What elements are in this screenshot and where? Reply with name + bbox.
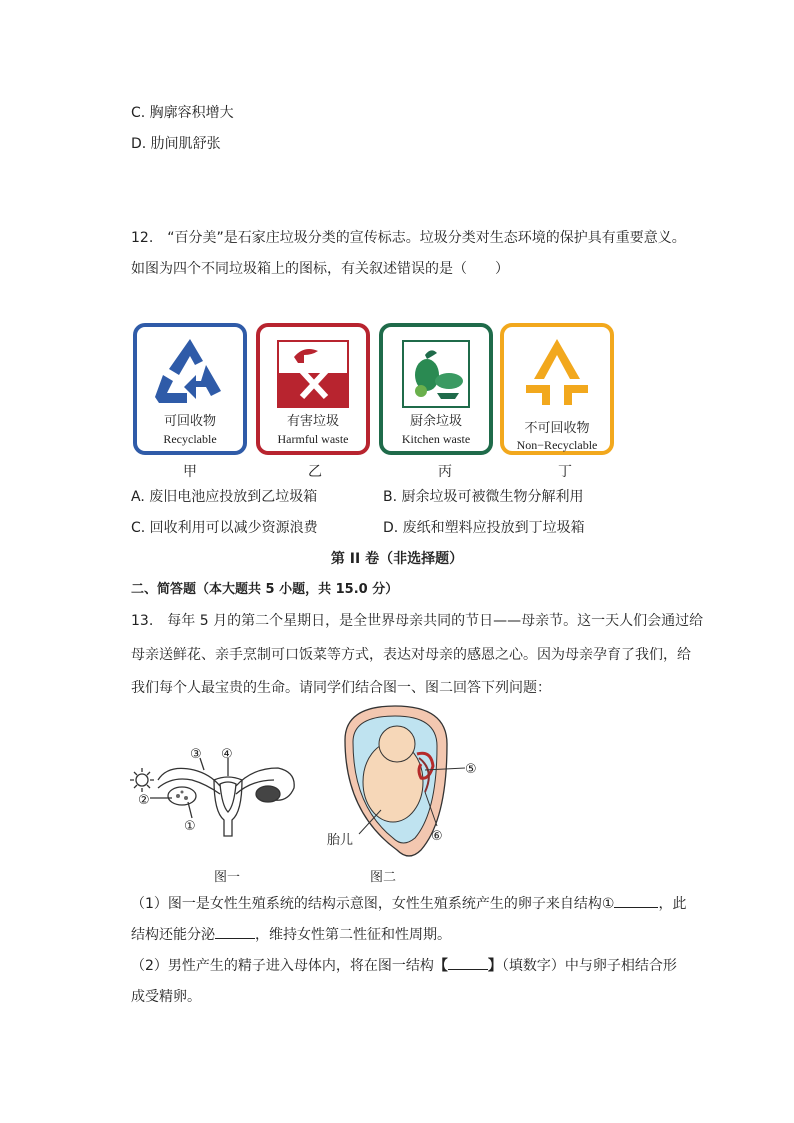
q13-sub2-line1 [131, 956, 677, 976]
fig1-label-3: ③ [190, 747, 202, 762]
q13-sub1-text-a: （1）图一是女性生殖系统的结构示意图，女性生殖系统产生的卵子来自结构① [131, 896, 615, 912]
q11-option-c: C. 胸廓容积增大 [131, 105, 234, 121]
fig2-label-5: ⑤ [465, 762, 477, 777]
figure-1-caption: 图一 [214, 870, 241, 885]
bin-label-cn: 不可回收物 [524, 421, 590, 436]
harmful-waste-icon [274, 335, 352, 413]
answer-blank-1[interactable] [614, 907, 658, 908]
section-title: 第 II 卷（非选择题） [330, 551, 464, 567]
fig1-label-1: ① [184, 819, 196, 834]
q13-sub1-line2 [131, 925, 451, 945]
section-heading: 二、简答题（本大题共 5 小题，共 15.0 分） [131, 582, 399, 597]
q13-sub2-left-bracket: 【 [433, 958, 448, 974]
recyclable-bin-icon [133, 323, 247, 455]
q13-sub1-text-d: ，维持女性第二性征和性周期。 [255, 927, 451, 943]
q12-stem-line2: 如图为四个不同垃圾箱上的图标，有关叙述错误的是（ ） [131, 261, 509, 277]
fig2-label-6: ⑥ [431, 829, 443, 844]
bin-label-en: Non−Recyclable [516, 438, 598, 452]
kitchen-bin-icon [379, 323, 493, 455]
recycle-icon [151, 335, 229, 413]
figure-1-diagram [128, 740, 308, 850]
q13-line2: 母亲送鲜花、亲手烹制可口饭菜等方式，表达对母亲的感恩之心。因为母亲孕育了我们，给 [131, 647, 691, 663]
bin-label-cn: 厨余垃圾 [409, 414, 462, 429]
q13-line3: 我们每个人最宝贵的生命。请同学们结合图一、图二回答下列问题： [131, 680, 551, 696]
bin-label-cn: 可回收物 [163, 414, 216, 429]
non-recyclable-icon [518, 335, 596, 413]
q13-sub2-right-bracket: 】 [487, 958, 502, 974]
fig2-fetus-label: 胎儿 [327, 833, 354, 848]
q12-option-b: B. 厨余垃圾可被微生物分解利用 [383, 489, 584, 505]
bin-label-en: Harmful waste [277, 432, 349, 446]
fig1-label-2: ② [138, 793, 150, 808]
q11-option-d: D. 肋间肌舒张 [131, 136, 221, 152]
figure-2-caption: 图二 [370, 870, 397, 885]
q13-sub2-line2: 成受精卵。 [131, 989, 201, 1005]
bin-tag-bing: 丙 [438, 464, 452, 480]
q12-option-c: C. 回收利用可以减少资源浪费 [131, 520, 318, 536]
bin-label-en: Kitchen waste [401, 432, 471, 446]
q13-sub2-text-b: （填数字）中与卵子相结合形 [501, 958, 677, 974]
bin-label-cn: 有害垃圾 [286, 414, 339, 429]
answer-blank-3[interactable] [448, 969, 488, 970]
q13-sub2-text-a: （2）男性产生的精子进入母体内，将在图一结构 [131, 958, 434, 974]
q13-sub1-line1 [131, 894, 686, 914]
q13-sub1-text-c: 结构还能分泌 [131, 927, 215, 943]
q13-sub1-text-b: ，此 [658, 896, 687, 912]
fig1-label-4: ④ [221, 747, 233, 762]
answer-blank-2[interactable] [215, 938, 255, 939]
bin-label-en: Recyclable [163, 432, 217, 446]
bin-tag-yi: 乙 [308, 464, 322, 480]
harmful-bin-icon [256, 323, 370, 455]
q13-line1: 13. 每年 5 月的第二个星期日，是全世界母亲共同的节日——母亲节。这一天人们会通过给 [131, 613, 704, 629]
bin-tag-jia: 甲 [183, 464, 197, 480]
q12-option-a: A. 废旧电池应投放到乙垃圾箱 [131, 489, 318, 505]
figure-2-diagram [325, 700, 495, 870]
q12-option-d: D. 废纸和塑料应投放到丁垃圾箱 [383, 520, 585, 536]
bin-tag-ding: 丁 [558, 464, 572, 480]
kitchen-waste-icon [397, 335, 475, 413]
non-recyclable-bin-icon [500, 323, 614, 455]
q12-stem-line1: 12. “百分美”是石家庄垃圾分类的宣传标志。垃圾分类对生态环境的保护具有重要意义。 [131, 230, 686, 246]
